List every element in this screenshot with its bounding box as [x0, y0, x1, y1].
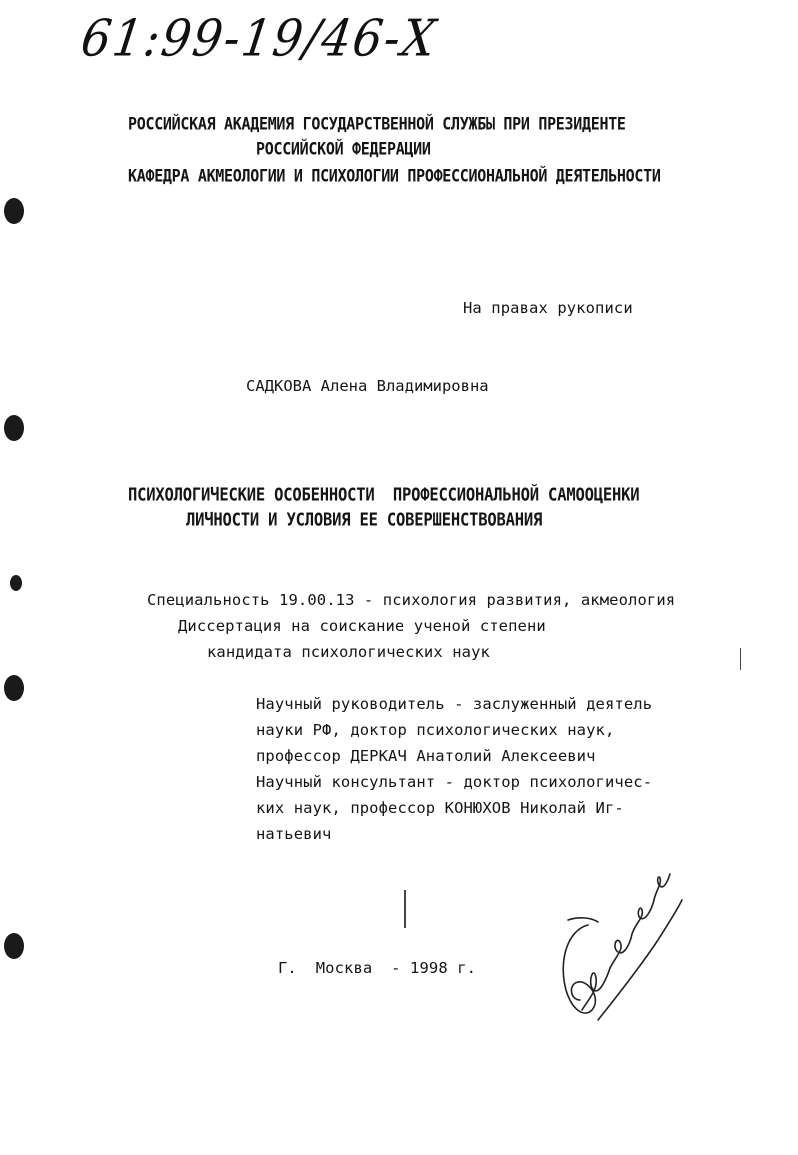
header-line-2: РОССИЙСКОЙ ФЕДЕРАЦИИ	[256, 138, 431, 159]
title-line-1: ПСИХОЛОГИЧЕСКИЕ ОСОБЕННОСТИ ПРОФЕССИОНАЛЬНОЙ САМООЦЕНКИ	[128, 484, 640, 505]
header-line-1: РОССИЙСКАЯ АКАДЕМИЯ ГОСУДАРСТВЕННОЙ СЛУЖБЫ ПРИ ПРЕЗИДЕНТЕ	[128, 113, 626, 134]
consultant-line-3: натьевич	[256, 825, 332, 843]
binding-hole-mark	[10, 575, 22, 591]
handwritten-archive-number: 61:99-19/46-Х	[77, 8, 441, 68]
header-line-3: КАФЕДРА АКМЕОЛОГИИ И ПСИХОЛОГИИ ПРОФЕССИОНАЛЬНОЙ ДЕЯТЕЛЬНОСТИ	[128, 165, 661, 186]
consultant-line-2: ких наук, профессор КОНЮХОВ Николай Иг-	[256, 799, 624, 817]
specialty-line: Специальность 19.00.13 - психология развития, акмеология	[147, 591, 676, 609]
scan-artifact-line	[740, 648, 741, 670]
title-line-2: ЛИЧНОСТИ И УСЛОВИЯ ЕЕ СОВЕРШЕНСТВОВАНИЯ	[186, 509, 543, 530]
manuscript-note: На правах рукописи	[463, 299, 633, 317]
author-name: САДКОВА Алена Владимировна	[246, 377, 489, 395]
consultant-line-1: Научный консультант - доктор психологичес-	[256, 773, 653, 791]
binding-hole-mark	[4, 933, 24, 959]
handwritten-signature	[558, 860, 688, 1030]
binding-hole-mark	[4, 415, 24, 441]
binding-hole-mark	[4, 675, 24, 701]
supervisor-line-3: профессор ДЕРКАЧ Анатолий Алексеевич	[256, 747, 596, 765]
degree-field-line: кандидата психологических наук	[207, 643, 490, 661]
binding-hole-mark	[4, 198, 24, 224]
supervisor-line-2: науки РФ, доктор психологических наук,	[256, 721, 615, 739]
scan-artifact-line	[404, 890, 406, 928]
place-and-year: Г. Москва - 1998 г.	[278, 959, 477, 977]
supervisor-line-1: Научный руководитель - заслуженный деятель	[256, 695, 653, 713]
degree-line: Диссертация на соискание ученой степени	[178, 617, 546, 635]
